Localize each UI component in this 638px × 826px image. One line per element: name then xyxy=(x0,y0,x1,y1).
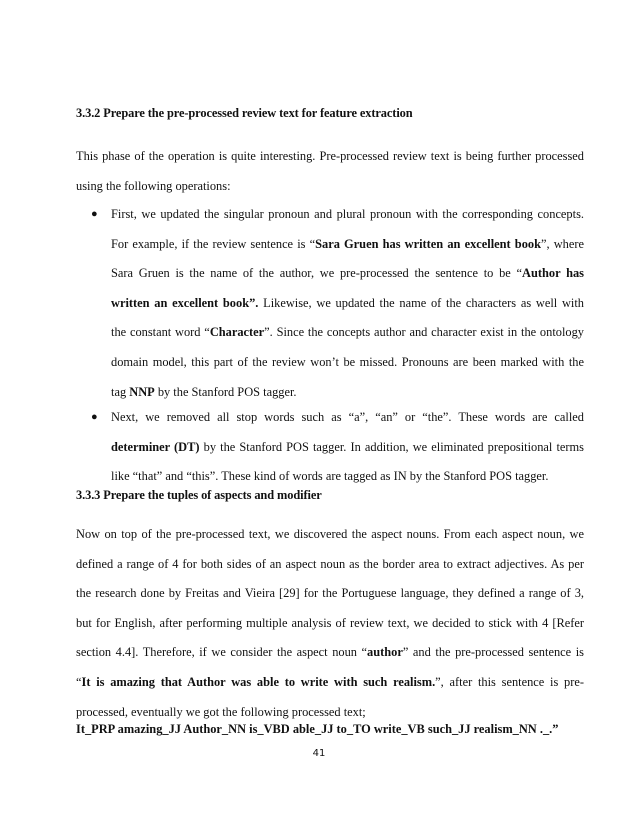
bullet-1-line-1: First, we updated the singular pronoun and plural pronoun with the corresponding concepts. xyxy=(111,207,584,221)
author-term: author xyxy=(367,645,403,660)
bullet-1-line-3a: Sara Gruen is the name of the author, we pre-processed the sentence to be “ xyxy=(111,266,523,281)
aspect-line-5a: section 4.4]. Therefore, if we consider the aspect noun “ xyxy=(76,645,368,660)
bullet-2-line-2 xyxy=(111,433,584,463)
bullet-1-line-7a: tag xyxy=(111,384,130,399)
bullet-2-line-2b: by the Stanford POS tagger. In addition, we eliminated prepositional terms xyxy=(199,439,585,454)
example-sentence: Sara Gruen has written an excellent book xyxy=(315,236,541,251)
intro-paragraph xyxy=(76,142,584,201)
bullet-1-line-6: domain model, this part of the review won’t be missed. Pronouns are been marked with the xyxy=(111,354,584,369)
bullet-icon: ● xyxy=(91,411,98,423)
aspect-line-4: but for English, after performing multiple analysis of review text, we decided to stick with 4 [Refer xyxy=(76,615,584,630)
page-number: 41 xyxy=(312,748,326,759)
aspect-line-6c: ”, after this sentence is pre- xyxy=(435,674,584,689)
bullet-2-line-1: Next, we removed all stop words such as “a”, “an” or “the”. These words are called xyxy=(111,410,584,424)
bullet-1-line-2 xyxy=(111,230,584,260)
bullet-icon: ● xyxy=(91,208,98,220)
bullet-1-line-2c: ”, where xyxy=(540,236,584,251)
aspect-line-6 xyxy=(76,668,584,698)
bullet-1-text xyxy=(111,200,584,407)
aspect-paragraph xyxy=(76,520,584,727)
example-sentence-2: It is amazing that Author was able to write with such realism. xyxy=(81,674,436,689)
bullet-1-line-4b: Likewise, we updated the name of the characters as well with xyxy=(258,295,584,310)
section-heading-3-3-2: 3.3.2 Prepare the pre-processed review text for feature extraction xyxy=(76,106,413,120)
aspect-line-6a: “ xyxy=(76,674,82,689)
determiner-term: determiner (DT) xyxy=(111,439,200,454)
aspect-line-5 xyxy=(76,638,584,668)
intro-line-2: using the following operations: xyxy=(76,178,231,193)
bullet-1-line-7c: by the Stanford POS tagger. xyxy=(154,384,297,399)
intro-line-1: This phase of the operation is quite interesting. Pre-processed review text is being further processed xyxy=(76,149,584,163)
bullet-1-line-5 xyxy=(111,318,584,348)
aspect-line-7: processed, eventually we got the following processed text; xyxy=(76,704,366,719)
bullet-2-text xyxy=(111,403,584,492)
bullet-2-line-3: like “that” and “this”. These kind of words are tagged as IN by the Stanford POS tagger. xyxy=(111,469,549,484)
bullet-1-line-3 xyxy=(111,259,584,289)
character-term: Character xyxy=(209,325,265,340)
aspect-line-2: defined a range of 4 for both sides of an aspect noun as the border area to extract adjectives. As per xyxy=(76,556,584,571)
nnp-term: NNP xyxy=(129,384,155,399)
bullet-1-line-4 xyxy=(111,289,584,319)
bullet-1-line-3b: Author has xyxy=(522,266,584,281)
aspect-line-5c: ” and the pre-processed sentence is xyxy=(402,645,584,660)
section-heading-3-3-3: 3.3.3 Prepare the tuples of aspects and modifier xyxy=(76,488,322,502)
aspect-line-1: Now on top of the pre-processed text, we discovered the aspect nouns. From each aspect noun, we xyxy=(76,527,584,541)
aspect-line-3: the research done by Freitas and Vieira [29] for the Portuguese language, they defined a range of 3, xyxy=(76,586,584,601)
tagged-text: It_PRP amazing_JJ Author_NN is_VBD able_JJ to_TO write_VB such_JJ realism_NN ._.” xyxy=(76,722,559,736)
bullet-1-line-2a: For example, if the review sentence is “ xyxy=(111,236,316,251)
bullet-1-line-5c: ”. Since the concepts author and character exist in the ontology xyxy=(264,325,584,340)
bullet-1-line-4a: written an excellent book”. xyxy=(111,295,259,310)
bullet-1-line-5a: the constant word “ xyxy=(111,325,210,340)
